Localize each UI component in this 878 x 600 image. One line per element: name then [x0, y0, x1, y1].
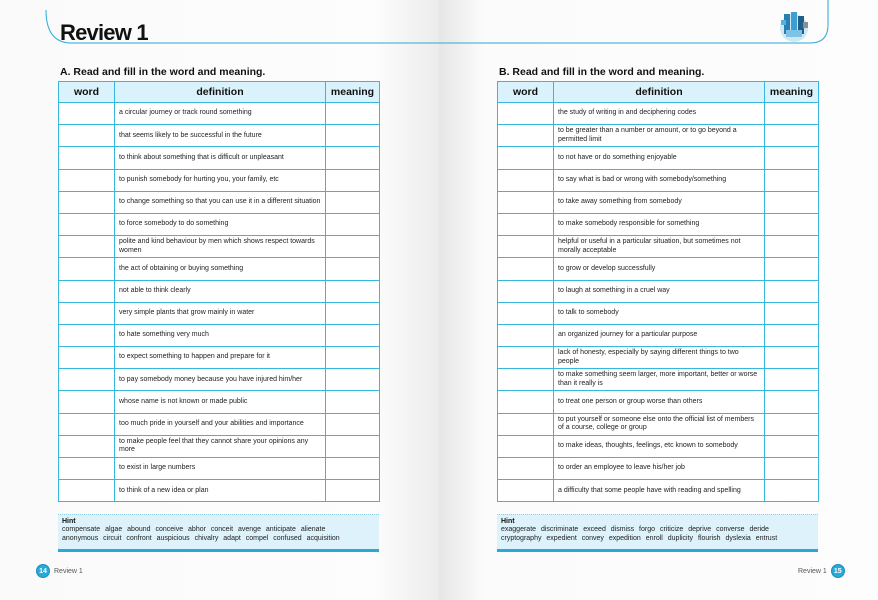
meaning-answer-cell[interactable]	[765, 103, 819, 125]
definition-cell: a circular journey or track round something	[115, 103, 326, 125]
table-row	[59, 480, 380, 502]
page-number-badge: 15	[831, 564, 845, 578]
table-row	[59, 369, 380, 391]
word-answer-cell[interactable]	[498, 125, 554, 147]
word-answer-cell[interactable]	[59, 103, 115, 125]
table-row	[498, 435, 819, 457]
meaning-answer-cell[interactable]	[326, 480, 380, 502]
word-answer-cell[interactable]	[59, 458, 115, 480]
word-answer-cell[interactable]	[498, 213, 554, 235]
definition-cell: the act of obtaining or buying something	[115, 258, 326, 280]
meaning-answer-cell[interactable]	[326, 213, 380, 235]
meaning-answer-cell[interactable]	[326, 280, 380, 302]
definition-cell: to treat one person or group worse than others	[554, 391, 765, 413]
meaning-column-header: meaning	[765, 82, 819, 103]
definition-cell: to make somebody responsible for something	[554, 213, 765, 235]
table-row	[498, 103, 819, 125]
meaning-answer-cell[interactable]	[765, 258, 819, 280]
meaning-answer-cell[interactable]	[765, 480, 819, 502]
hint-words-line-1: compensate algae abound conceive abhor conceit avenge anticipate alienate	[62, 526, 326, 533]
meaning-answer-cell[interactable]	[765, 191, 819, 213]
definition-cell: to put yourself or someone else onto the official list of members of a course, college or group	[554, 413, 765, 435]
table-row	[498, 191, 819, 213]
definition-cell: helpful or useful in a particular situation, but sometimes not morally acceptable	[554, 236, 765, 258]
table-row	[498, 391, 819, 413]
table-row	[498, 236, 819, 258]
word-answer-cell[interactable]	[59, 280, 115, 302]
definition-cell: to change something so that you can use it in a different situation	[115, 191, 326, 213]
right-table-body	[498, 103, 819, 502]
meaning-answer-cell[interactable]	[765, 391, 819, 413]
meaning-answer-cell[interactable]	[765, 458, 819, 480]
word-answer-cell[interactable]	[498, 435, 554, 457]
definition-cell: lack of honesty, especially by saying different things to two people	[554, 347, 765, 369]
table-header-row	[59, 82, 380, 103]
word-answer-cell[interactable]	[59, 324, 115, 346]
table-row	[59, 258, 380, 280]
definition-cell: to say what is bad or wrong with somebody/something	[554, 169, 765, 191]
table-row	[59, 302, 380, 324]
meaning-answer-cell[interactable]	[326, 435, 380, 457]
meaning-answer-cell[interactable]	[765, 435, 819, 457]
word-column-header: word	[498, 82, 554, 103]
table-row	[59, 391, 380, 413]
table-row	[498, 147, 819, 169]
definition-cell: that seems likely to be successful in the future	[115, 125, 326, 147]
hint-words-line-2: anonymous circuit confront auspicious chivalry adapt compel confused acquisition	[62, 535, 340, 542]
definition-cell: to hate something very much	[115, 324, 326, 346]
table-row	[498, 125, 819, 147]
table-row	[498, 413, 819, 435]
table-row	[498, 458, 819, 480]
table-row	[59, 169, 380, 191]
table-row	[59, 103, 380, 125]
word-answer-cell[interactable]	[498, 280, 554, 302]
definition-cell: too much pride in yourself and your abilities and importance	[115, 413, 326, 435]
table-row	[59, 347, 380, 369]
meaning-answer-cell[interactable]	[765, 347, 819, 369]
definition-cell: to pay somebody money because you have injured him/her	[115, 369, 326, 391]
hint-label: Hint	[62, 518, 76, 525]
table-row	[59, 413, 380, 435]
meaning-answer-cell[interactable]	[326, 413, 380, 435]
meaning-answer-cell[interactable]	[765, 369, 819, 391]
definition-cell: very simple plants that grow mainly in water	[115, 302, 326, 324]
meaning-answer-cell[interactable]	[765, 236, 819, 258]
table-header-row	[498, 82, 819, 103]
table-row	[59, 435, 380, 457]
word-answer-cell[interactable]	[59, 169, 115, 191]
word-answer-cell[interactable]	[59, 391, 115, 413]
meaning-answer-cell[interactable]	[326, 324, 380, 346]
meaning-answer-cell[interactable]	[326, 458, 380, 480]
table-row	[59, 125, 380, 147]
definition-cell: to laugh at something in a cruel way	[554, 280, 765, 302]
meaning-answer-cell[interactable]	[326, 391, 380, 413]
word-answer-cell[interactable]	[498, 480, 554, 502]
definition-cell: to take away something from somebody	[554, 191, 765, 213]
definition-cell: to not have or do something enjoyable	[554, 147, 765, 169]
table-row	[498, 213, 819, 235]
table-row	[498, 324, 819, 346]
word-answer-cell[interactable]	[59, 191, 115, 213]
definition-column-header: definition	[554, 82, 765, 103]
meaning-answer-cell[interactable]	[326, 125, 380, 147]
meaning-column-header: meaning	[326, 82, 380, 103]
definition-cell: a difficulty that some people have with reading and spelling	[554, 480, 765, 502]
definition-cell: whose name is not known or made public	[115, 391, 326, 413]
word-answer-cell[interactable]	[59, 435, 115, 457]
meaning-answer-cell[interactable]	[765, 413, 819, 435]
table-row	[59, 280, 380, 302]
word-answer-cell[interactable]	[498, 347, 554, 369]
word-answer-cell[interactable]	[498, 413, 554, 435]
word-answer-cell[interactable]	[59, 258, 115, 280]
meaning-answer-cell[interactable]	[765, 125, 819, 147]
right-vocabulary-table	[497, 81, 819, 502]
word-answer-cell[interactable]	[498, 147, 554, 169]
definition-cell: to think about something that is difficult or unpleasant	[115, 147, 326, 169]
meaning-answer-cell[interactable]	[326, 369, 380, 391]
table-row	[498, 480, 819, 502]
table-row	[59, 458, 380, 480]
definition-cell: the study of writing in and deciphering codes	[554, 103, 765, 125]
definition-cell: to make something seem larger, more important, better or worse than it really is	[554, 369, 765, 391]
table-row	[498, 302, 819, 324]
word-answer-cell[interactable]	[498, 258, 554, 280]
footer-label: Review 1	[798, 567, 827, 575]
meaning-answer-cell[interactable]	[326, 147, 380, 169]
definition-cell: not able to think clearly	[115, 280, 326, 302]
word-answer-cell[interactable]	[498, 302, 554, 324]
left-footer	[36, 564, 83, 578]
word-answer-cell[interactable]	[59, 125, 115, 147]
table-row	[498, 280, 819, 302]
word-answer-cell[interactable]	[498, 236, 554, 258]
definition-cell: to think of a new idea or plan	[115, 480, 326, 502]
meaning-answer-cell[interactable]	[326, 347, 380, 369]
meaning-answer-cell[interactable]	[326, 103, 380, 125]
left-vocabulary-table	[58, 81, 380, 502]
cube-logo-icon	[776, 8, 812, 44]
word-answer-cell[interactable]	[498, 391, 554, 413]
page-number-badge: 14	[36, 564, 50, 578]
word-answer-cell[interactable]	[59, 236, 115, 258]
word-answer-cell[interactable]	[59, 369, 115, 391]
table-row	[498, 369, 819, 391]
meaning-answer-cell[interactable]	[765, 324, 819, 346]
word-column-header: word	[59, 82, 115, 103]
page-title: Review 1	[60, 20, 148, 45]
left-table-body	[59, 103, 380, 502]
meaning-answer-cell[interactable]	[765, 302, 819, 324]
definition-cell: an organized journey for a particular purpose	[554, 324, 765, 346]
left-section-title: A. Read and fill in the word and meaning.	[60, 66, 266, 78]
right-footer	[798, 564, 845, 578]
word-answer-cell[interactable]	[59, 302, 115, 324]
word-answer-cell[interactable]	[59, 480, 115, 502]
word-answer-cell[interactable]	[498, 191, 554, 213]
meaning-answer-cell[interactable]	[326, 236, 380, 258]
word-answer-cell[interactable]	[59, 347, 115, 369]
definition-cell: polite and kind behaviour by men which shows respect towards women	[115, 236, 326, 258]
word-answer-cell[interactable]	[59, 147, 115, 169]
definition-cell: to expect something to happen and prepare for it	[115, 347, 326, 369]
word-answer-cell[interactable]	[498, 458, 554, 480]
hint-words-line-1: exaggerate discriminate exceed dismiss forgo criticize deprive converse deride	[501, 526, 769, 533]
definition-cell: to make people feel that they cannot share your opinions any more	[115, 435, 326, 457]
definition-cell: to grow or develop successfully	[554, 258, 765, 280]
meaning-answer-cell[interactable]	[326, 169, 380, 191]
table-row	[59, 324, 380, 346]
table-row	[59, 213, 380, 235]
right-section-title: B. Read and fill in the word and meaning.	[499, 66, 705, 78]
definition-column-header: definition	[115, 82, 326, 103]
definition-cell: to talk to somebody	[554, 302, 765, 324]
table-row	[498, 258, 819, 280]
right-hint-box	[497, 514, 818, 552]
word-answer-cell[interactable]	[498, 169, 554, 191]
hint-label: Hint	[501, 518, 515, 525]
word-answer-cell[interactable]	[59, 213, 115, 235]
meaning-answer-cell[interactable]	[326, 302, 380, 324]
definition-cell: to force somebody to do something	[115, 213, 326, 235]
word-answer-cell[interactable]	[498, 324, 554, 346]
meaning-answer-cell[interactable]	[326, 258, 380, 280]
word-answer-cell[interactable]	[59, 413, 115, 435]
table-row	[498, 169, 819, 191]
meaning-answer-cell[interactable]	[765, 213, 819, 235]
word-answer-cell[interactable]	[498, 369, 554, 391]
footer-label: Review 1	[54, 567, 83, 575]
definition-cell: to make ideas, thoughts, feelings, etc known to somebody	[554, 435, 765, 457]
definition-cell: to punish somebody for hurting you, your family, etc	[115, 169, 326, 191]
meaning-answer-cell[interactable]	[765, 280, 819, 302]
definition-cell: to exist in large numbers	[115, 458, 326, 480]
meaning-answer-cell[interactable]	[765, 169, 819, 191]
word-answer-cell[interactable]	[498, 103, 554, 125]
left-hint-box	[58, 514, 379, 552]
table-row	[59, 147, 380, 169]
hint-words-line-2: cryptography expedient convey expedition enroll duplicity flourish dyslexia entrust	[501, 535, 778, 542]
meaning-answer-cell[interactable]	[326, 191, 380, 213]
meaning-answer-cell[interactable]	[765, 147, 819, 169]
table-row	[59, 191, 380, 213]
definition-cell: to order an employee to leave his/her job	[554, 458, 765, 480]
table-row	[59, 236, 380, 258]
table-row	[498, 347, 819, 369]
definition-cell: to be greater than a number or amount, or to go beyond a permitted limit	[554, 125, 765, 147]
